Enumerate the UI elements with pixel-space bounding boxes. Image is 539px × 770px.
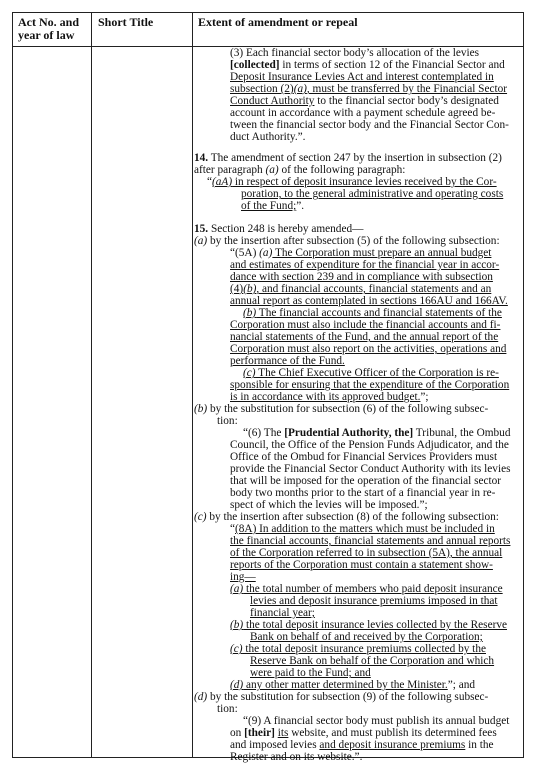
text-segment: reports of the Corporation must contain a statement show-	[230, 559, 493, 571]
text-line	[230, 48, 479, 60]
text-segment: (a)	[194, 235, 208, 247]
text-segment: [collected]	[230, 59, 280, 71]
text-segment: dance with section 239 and in compliance with subsection	[230, 271, 493, 283]
text-segment: sponsible for ensuring that the expenditure of the Corporation	[230, 379, 510, 391]
text-segment: of the Corporation referred to in subsection (5A), the annual	[230, 547, 503, 559]
text-segment: (8A) In addition to the matters which must be included in	[235, 523, 495, 535]
text-line	[230, 452, 497, 464]
text-line	[230, 132, 306, 144]
text-segment: Deposit Insurance Levies Act and interest contemplated in	[230, 71, 494, 83]
text-segment: ing—	[230, 571, 256, 583]
text-segment: Office of the Ombud for Financial Services Providers must	[230, 451, 498, 463]
text-segment: [Prudential Authority, the]	[284, 427, 414, 439]
text-segment: (4)	[230, 283, 244, 295]
text-line	[194, 224, 363, 236]
text-segment: annual report as contemplated in sections 166AU and 166AV.	[230, 295, 508, 307]
text-segment: (b)	[243, 283, 257, 295]
text-segment: (b)	[194, 403, 208, 415]
text-line	[230, 392, 429, 404]
text-segment: (c)	[243, 367, 256, 379]
text-segment: ”.	[296, 200, 305, 212]
text-line	[230, 120, 509, 132]
text-line	[217, 416, 238, 428]
column-divider-2	[192, 13, 193, 757]
text-line	[243, 716, 509, 728]
text-segment: in the	[465, 739, 494, 751]
text-line	[230, 296, 508, 308]
text-line	[230, 620, 507, 632]
text-line	[230, 644, 486, 656]
text-line	[230, 332, 498, 344]
text-segment: (b)	[243, 307, 257, 319]
text-segment: subsection (2)	[230, 83, 294, 95]
text-segment: 15.	[194, 223, 209, 235]
text-line	[243, 308, 502, 320]
text-line	[230, 500, 428, 512]
text-segment: Council, the Office of the Pension Funds Adjudicator, and the	[230, 439, 509, 451]
text-segment: The amendment of section 247 by the insertion in subsection (2)	[208, 152, 502, 164]
text-line	[194, 404, 488, 416]
text-segment: (3) Each financial sector body’s allocation of the levies	[230, 47, 480, 59]
text-segment: (c)	[194, 511, 207, 523]
text-segment: provide the Financial Sector Conduct Authority with its levies	[230, 463, 511, 475]
text-segment: Tribunal, the Ombud	[413, 427, 511, 439]
text-line	[230, 488, 495, 500]
text-line	[194, 165, 405, 177]
text-line	[194, 692, 488, 704]
text-line	[230, 344, 506, 356]
text-line	[194, 236, 500, 248]
text-segment: , and financial accounts, financial statements and an	[256, 283, 492, 295]
text-segment: ”; and	[447, 679, 476, 691]
header-extent: Extent of amendment or repeal	[198, 15, 358, 29]
text-segment: Conduct Authority	[230, 95, 315, 107]
text-segment: in respect of deposit insurance levies received by the Cor-	[232, 176, 497, 188]
text-line	[230, 572, 256, 584]
text-segment: poration, to the general administrative and operating costs	[241, 188, 504, 200]
text-line	[230, 72, 494, 84]
text-segment: (a)	[259, 247, 273, 259]
text-segment: the total deposit insurance levies collected by the Reserve	[243, 619, 508, 631]
text-segment: (a)	[265, 164, 279, 176]
text-segment: (c)	[230, 643, 243, 655]
text-segment: The Corporation must prepare an annual budget	[272, 247, 492, 259]
text-segment: (a)	[293, 83, 307, 95]
text-line	[250, 668, 371, 680]
text-segment: tween the financial sector body and the Financial Sector Con-	[230, 119, 509, 131]
text-line	[230, 728, 497, 740]
text-line	[230, 108, 495, 120]
text-segment: Reserve Bank on behalf of the Corporation and which	[250, 655, 495, 667]
text-line	[250, 632, 483, 644]
text-line	[230, 272, 493, 284]
text-line	[230, 320, 500, 332]
text-segment: (a)	[230, 583, 244, 595]
column-divider-1	[91, 13, 92, 757]
text-segment: the total deposit insurance premiums collected by the	[242, 643, 486, 655]
text-segment: (d)	[230, 679, 244, 691]
text-segment: the total number of members who paid deposit insurance	[243, 583, 503, 595]
text-segment: Corporation must also report on the activities, operations and	[230, 343, 507, 355]
text-segment: the financial accounts, financial statements and annual reports	[230, 535, 511, 547]
text-segment: duct Authority.”.	[230, 131, 306, 143]
text-segment: Register and on its website.”.	[230, 751, 363, 763]
text-line	[230, 536, 510, 548]
text-segment: The financial accounts and financial statements of the	[256, 307, 502, 319]
text-line	[194, 153, 502, 165]
text-segment: tion:	[217, 415, 238, 427]
text-line	[250, 656, 494, 668]
text-segment: by the insertion after subsection (5) of the following subsection:	[207, 235, 500, 247]
text-segment: of the following paragraph:	[278, 164, 406, 176]
text-line	[217, 704, 238, 716]
text-segment: and imposed levies	[230, 739, 320, 751]
text-segment: “	[230, 523, 236, 535]
text-segment: levies and deposit insurance premiums imposed in that	[250, 595, 498, 607]
text-segment: financial year;	[250, 607, 315, 619]
header-act-no-line: Act No. and	[18, 15, 80, 29]
text-line	[230, 260, 499, 272]
text-segment: its	[277, 727, 289, 739]
text-segment: by the substitution for subsection (6) of the following subsec-	[207, 403, 489, 415]
text-segment: by the substitution for subsection (9) of the following subsec-	[207, 691, 489, 703]
text-segment: to the financial sector body’s designated	[314, 95, 499, 107]
text-segment: “(6) The	[243, 427, 285, 439]
text-line	[230, 560, 493, 572]
text-segment: [their]	[244, 727, 275, 739]
header-year-line: year of law	[18, 28, 75, 42]
text-line	[250, 596, 498, 608]
text-segment: and deposit insurance premiums	[319, 739, 466, 751]
text-segment: ”;	[420, 391, 429, 403]
text-segment: tion:	[217, 703, 238, 715]
text-segment: on	[230, 727, 245, 739]
text-segment: 14.	[194, 152, 209, 164]
text-line	[230, 60, 505, 72]
text-segment: after paragraph	[194, 164, 266, 176]
text-line	[243, 368, 499, 380]
text-segment: (b)	[230, 619, 244, 631]
text-line	[230, 524, 495, 536]
text-segment: “(5A)	[230, 247, 260, 259]
text-segment: , must be transferred by the Financial Sector	[306, 83, 508, 95]
header-short-title: Short Title	[98, 15, 154, 29]
text-segment: Section 248 is hereby amended—	[208, 223, 364, 235]
text-line	[230, 284, 491, 296]
text-segment: is in accordance with its approved budget.	[230, 391, 421, 403]
text-line	[243, 428, 510, 440]
text-line	[230, 380, 509, 392]
text-segment: were paid to the Fund; and	[250, 667, 371, 679]
text-line	[241, 201, 304, 213]
text-segment: performance of the Fund.	[230, 355, 345, 367]
text-line	[194, 512, 499, 524]
text-segment: of the Fund;	[241, 200, 297, 212]
text-line	[230, 84, 507, 96]
text-segment: that will be imposed for the operation of the financial sector	[230, 475, 502, 487]
text-segment: website, and must publish its determined fees	[288, 727, 497, 739]
text-line	[230, 584, 503, 596]
text-segment: and estimates of expenditure for the financial year in accor-	[230, 259, 500, 271]
text-line	[230, 752, 362, 764]
text-segment: The Chief Executive Officer of the Corporation is re-	[255, 367, 499, 379]
text-segment: Bank on behalf of and received by the Corporation;	[250, 631, 483, 643]
text-segment: any other matter determined by the Minister.	[243, 679, 448, 691]
text-segment: in terms of section 12 of the Financial Sector and	[279, 59, 505, 71]
text-line	[241, 189, 503, 201]
text-line	[230, 476, 501, 488]
text-segment: account in accordance with a payment schedule agreed be-	[230, 107, 496, 119]
text-line	[230, 248, 491, 260]
text-line	[230, 680, 475, 692]
text-segment: body two months prior to the start of a financial year in re-	[230, 487, 496, 499]
text-segment: (d)	[194, 691, 208, 703]
text-line	[230, 96, 499, 108]
text-segment: Corporation must also include the financial accounts and fi-	[230, 319, 501, 331]
text-segment: by the insertion after subsection (8) of the following subsection:	[206, 511, 499, 523]
text-line	[250, 608, 315, 620]
text-line	[230, 464, 511, 476]
header-act-no-year	[18, 16, 79, 42]
text-line	[230, 356, 345, 368]
text-line	[230, 440, 509, 452]
text-line	[207, 177, 497, 189]
text-line	[230, 740, 494, 752]
text-segment: nancial statements of the Fund, and the annual report of the	[230, 331, 499, 343]
text-segment: “(9) A financial sector body must publish its annual budget	[243, 715, 510, 727]
text-segment: (aA)	[212, 176, 233, 188]
text-segment: “	[207, 176, 213, 188]
text-segment: spect of which the levies will be imposed.”;	[230, 499, 428, 511]
text-line	[230, 548, 502, 560]
